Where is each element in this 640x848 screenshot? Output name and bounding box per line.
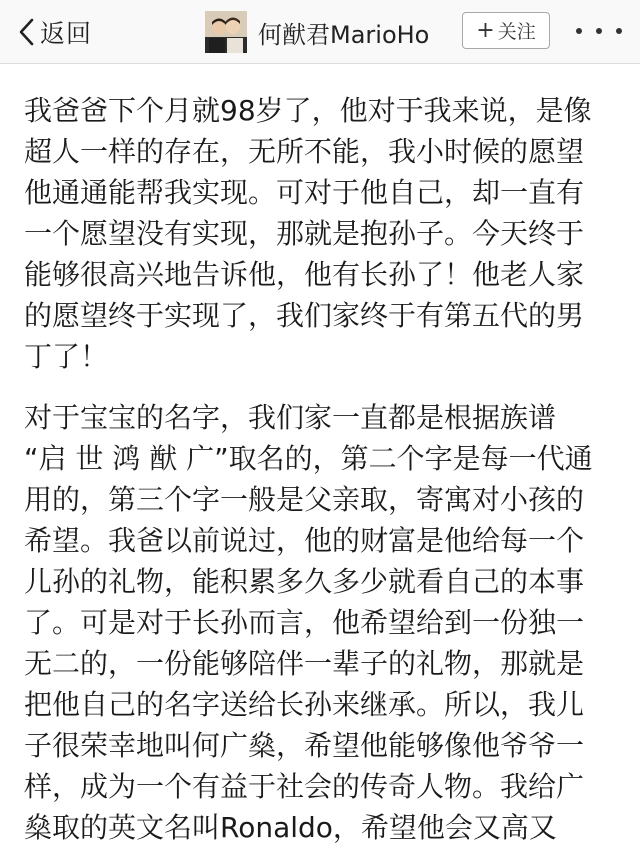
more-dot-icon — [576, 28, 582, 34]
avatar-image — [205, 11, 247, 53]
follow-button[interactable] — [462, 12, 550, 49]
text-line: 用的，第三个字一般是父亲取，寄寓对小孩的 — [24, 483, 585, 516]
text-line: 一个愿望没有实现，那就是抱孙子。今天终于 — [24, 217, 585, 250]
chevron-left-icon — [18, 18, 34, 46]
text-line: 的愿望终于实现了，我们家终于有第五代的男 — [24, 299, 585, 332]
text-line: 无二的，一份能够陪伴一辈子的礼物，那就是 — [24, 647, 585, 680]
text-line: “启 世 鸿 猷 广”取名的，第二个字是每一代通 — [24, 442, 593, 475]
profile-header[interactable] — [205, 9, 429, 55]
text-line: 了。可是对于长孙而言，他希望给到一份独一 — [24, 606, 585, 639]
post-paragraph-2 — [24, 397, 624, 848]
text-line: 儿孙的礼物，能积累多久多少就看自己的本事 — [24, 565, 585, 598]
back-label: 返回 — [40, 19, 93, 48]
text-line: 能够很高兴地告诉他，他有长孙了！他老人家 — [24, 258, 585, 291]
top-nav-bar — [0, 0, 640, 64]
more-dot-icon — [616, 28, 622, 34]
more-dot-icon — [596, 28, 602, 34]
follow-label: 关注 — [497, 21, 536, 43]
post-paragraph-1 — [24, 90, 624, 377]
text-line: 把他自己的名字送给长孙来继承。所以，我儿 — [24, 688, 585, 721]
text-line: 燊取的英文名叫Ronaldo，希望他会又高又 — [24, 811, 557, 844]
back-button[interactable] — [18, 12, 92, 52]
text-line: 他通通能帮我实现。可对于他自己，却一直有 — [24, 176, 585, 209]
avatar[interactable] — [205, 11, 247, 53]
text-line: 样，成为一个有益于社会的传奇人物。我给广 — [24, 770, 585, 803]
text-line: 丁了！ — [24, 340, 109, 373]
post-body — [0, 64, 640, 844]
text-line: 子很荣幸地叫何广燊，希望他能够像他爷爷一 — [24, 729, 585, 762]
text-line: 希望。我爸以前说过，他的财富是他给每一个 — [24, 524, 585, 557]
text-line: 超人一样的存在，无所不能，我小时候的愿望 — [24, 135, 585, 168]
text-line: 对于宝宝的名字，我们家一直都是根据族谱 — [24, 401, 557, 434]
plus-icon: + — [476, 17, 495, 43]
username[interactable]: 何猷君MarioHo — [258, 20, 430, 49]
more-options-button[interactable] — [576, 22, 622, 40]
text-line: 我爸爸下个月就98岁了，他对于我来说，是像 — [24, 94, 592, 127]
